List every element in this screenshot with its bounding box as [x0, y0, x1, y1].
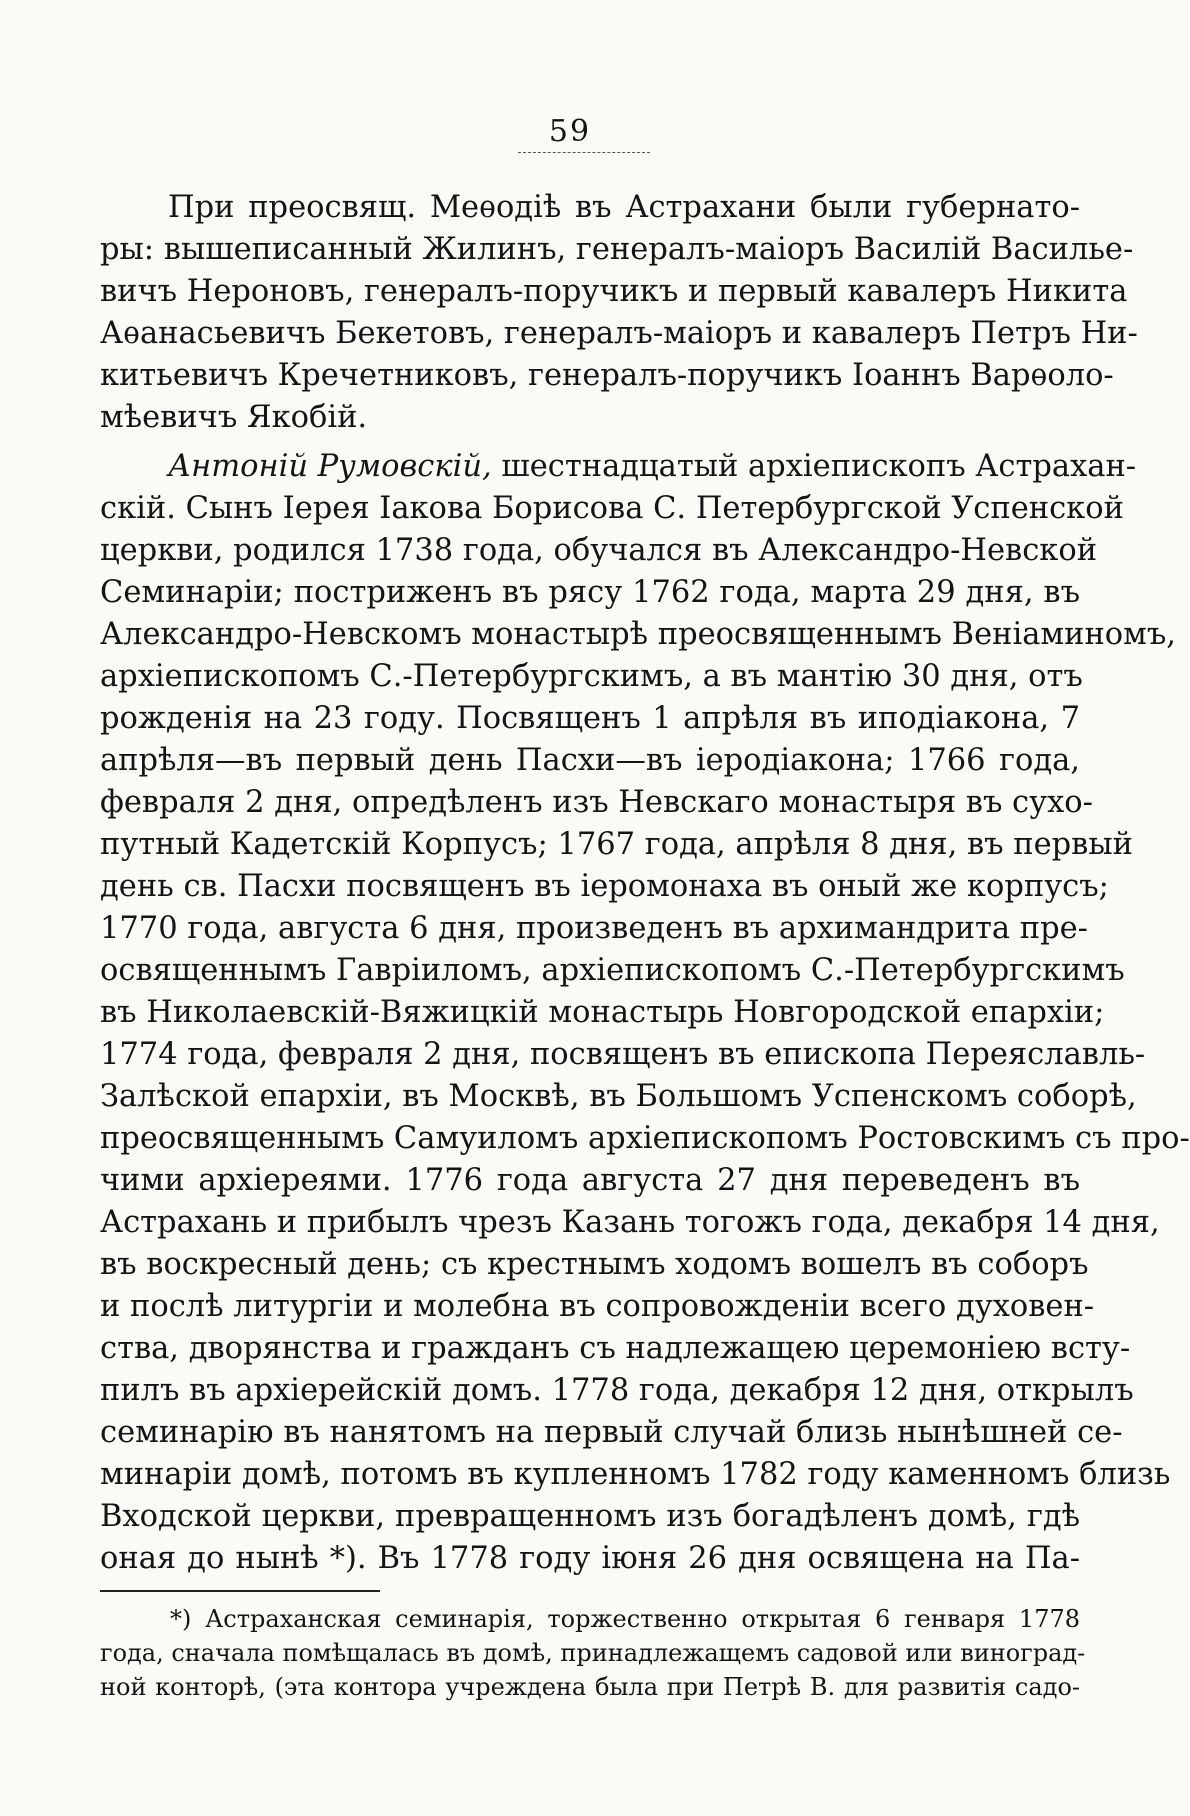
paragraph1-line: Аѳанасьевичъ Бекетовъ, генералъ-маіоръ и кавалеръ Петръ Ни- [100, 316, 1138, 351]
paragraph2-line: 1770 года, августа 6 дня, произведенъ въ архимандрита пре- [100, 911, 1088, 946]
footnote-line: года, сначала помѣщалась въ домѣ, принадлежащемъ садовой или виноград- [100, 1639, 1086, 1667]
paragraph2-line: Входской церкви, превращенномъ изъ богадѣленъ домѣ, гдѣ [100, 1499, 1080, 1534]
paragraph2-line: архіепископомъ С.-Петербургскимъ, а въ мантію 30 дня, отъ [100, 659, 1083, 694]
paragraph1-line: ры: вышеписанный Жилинъ, генералъ-маіоръ Василій Василье- [100, 232, 1134, 267]
paragraph2-line: въ воскресный день; съ крестнымъ ходомъ вошелъ въ соборъ [100, 1247, 1089, 1282]
paragraph2-line: освященнымъ Гавріиломъ, архіепископомъ С.-Петербургскимъ [100, 953, 1125, 988]
paragraph2-line: преосвященнымъ Самуиломъ архіепископомъ Ростовскимъ съ про- [100, 1121, 1190, 1156]
page-number: 59 [548, 114, 592, 149]
paragraph2-line: и послѣ литургіи и молебна въ сопровожденіи всего духовен- [100, 1289, 1095, 1324]
paragraph2-line: путный Кадетскій Корпусъ; 1767 года, апрѣля 8 дня, въ первый [100, 827, 1133, 862]
paragraph2-line: пилъ въ архіерейскій домъ. 1778 года, декабря 12 дня, открылъ [100, 1373, 1134, 1408]
paragraph2-line: рожденія на 23 году. Посвященъ 1 апрѣля въ иподіакона, 7 [100, 701, 1080, 736]
paragraph1-line: вичъ Нероновъ, генералъ-поручикъ и первый кавалеръ Никита [100, 274, 1128, 309]
paragraph2-line: церкви, родился 1738 года, обучался въ Александро-Невской [100, 533, 1098, 568]
footnote-line: *) Астраханская семинарія, торжественно открытая 6 генваря 1778 [170, 1605, 1080, 1633]
paragraph2-line: 1774 года, февраля 2 дня, посвященъ въ епископа Переяславль- [100, 1037, 1146, 1072]
paragraph2-first-line-text: шестнадцатый архіепископъ Астрахан- [501, 449, 1137, 484]
paragraph2-line: февраля 2 дня, опредѣленъ изъ Невскаго монастыря въ сухо- [100, 785, 1093, 820]
paragraph1-line: мѣевичъ Якобій. [100, 400, 368, 435]
paragraph2-line: день св. Пасхи посвященъ въ іеромонаха въ оный же корпусъ; [100, 869, 1109, 904]
paragraph2-line: оная до нынѣ *). Въ 1778 году іюня 26 дня освящена на Па- [100, 1541, 1080, 1576]
bishop-name: Антоній Румовскій, [168, 449, 492, 484]
page-number-rule [518, 152, 650, 153]
paragraph2-line: семинарію въ нанятомъ на первый случай близь нынѣшней се- [100, 1415, 1123, 1450]
paragraph2-line: Александро-Невскомъ монастырѣ преосвященнымъ Веніаминомъ, [100, 617, 1176, 652]
paragraph2-line: Семинаріи; постриженъ въ рясу 1762 года, марта 29 дня, въ [100, 575, 1080, 610]
paragraph2-line: Астрахань и прибылъ чрезъ Казань тогожъ года, декабря 14 дня, [100, 1205, 1160, 1240]
paragraph2-line: чими архіереями. 1776 года августа 27 дня переведенъ въ [100, 1163, 1080, 1198]
paragraph1-line: При преосвящ. Меѳодіѣ въ Астрахани были губернато- [168, 190, 1080, 225]
paragraph2-line: Залѣской епархіи, въ Москвѣ, въ Большомъ Успенскомъ соборѣ, [100, 1079, 1137, 1114]
paragraph1-line: китьевичъ Кречетниковъ, генералъ-поручикъ Іоаннъ Варѳоло- [100, 358, 1114, 393]
paragraph2-line: минаріи домѣ, потомъ въ купленномъ 1782 году каменномъ близь [100, 1457, 1171, 1492]
paragraph2-first-line [168, 449, 1137, 485]
paragraph2-line: апрѣля—въ первый день Пасхи—въ іеродіакона; 1766 года, [100, 743, 1080, 778]
paragraph2-line: ства, дворянства и гражданъ съ надлежащею церемоніею всту- [100, 1331, 1131, 1366]
paragraph2-line: скій. Сынъ Іерея Іакова Борисова С. Петербургской Успенской [100, 491, 1124, 526]
footnote-rule [100, 1590, 380, 1592]
footnote-line: ной конторѣ, (эта контора учреждена была при Петрѣ В. для развитія садо- [100, 1673, 1080, 1701]
paragraph2-line: въ Николаевскій-Вяжицкій монастырь Новгородской епархіи; [100, 995, 1105, 1030]
